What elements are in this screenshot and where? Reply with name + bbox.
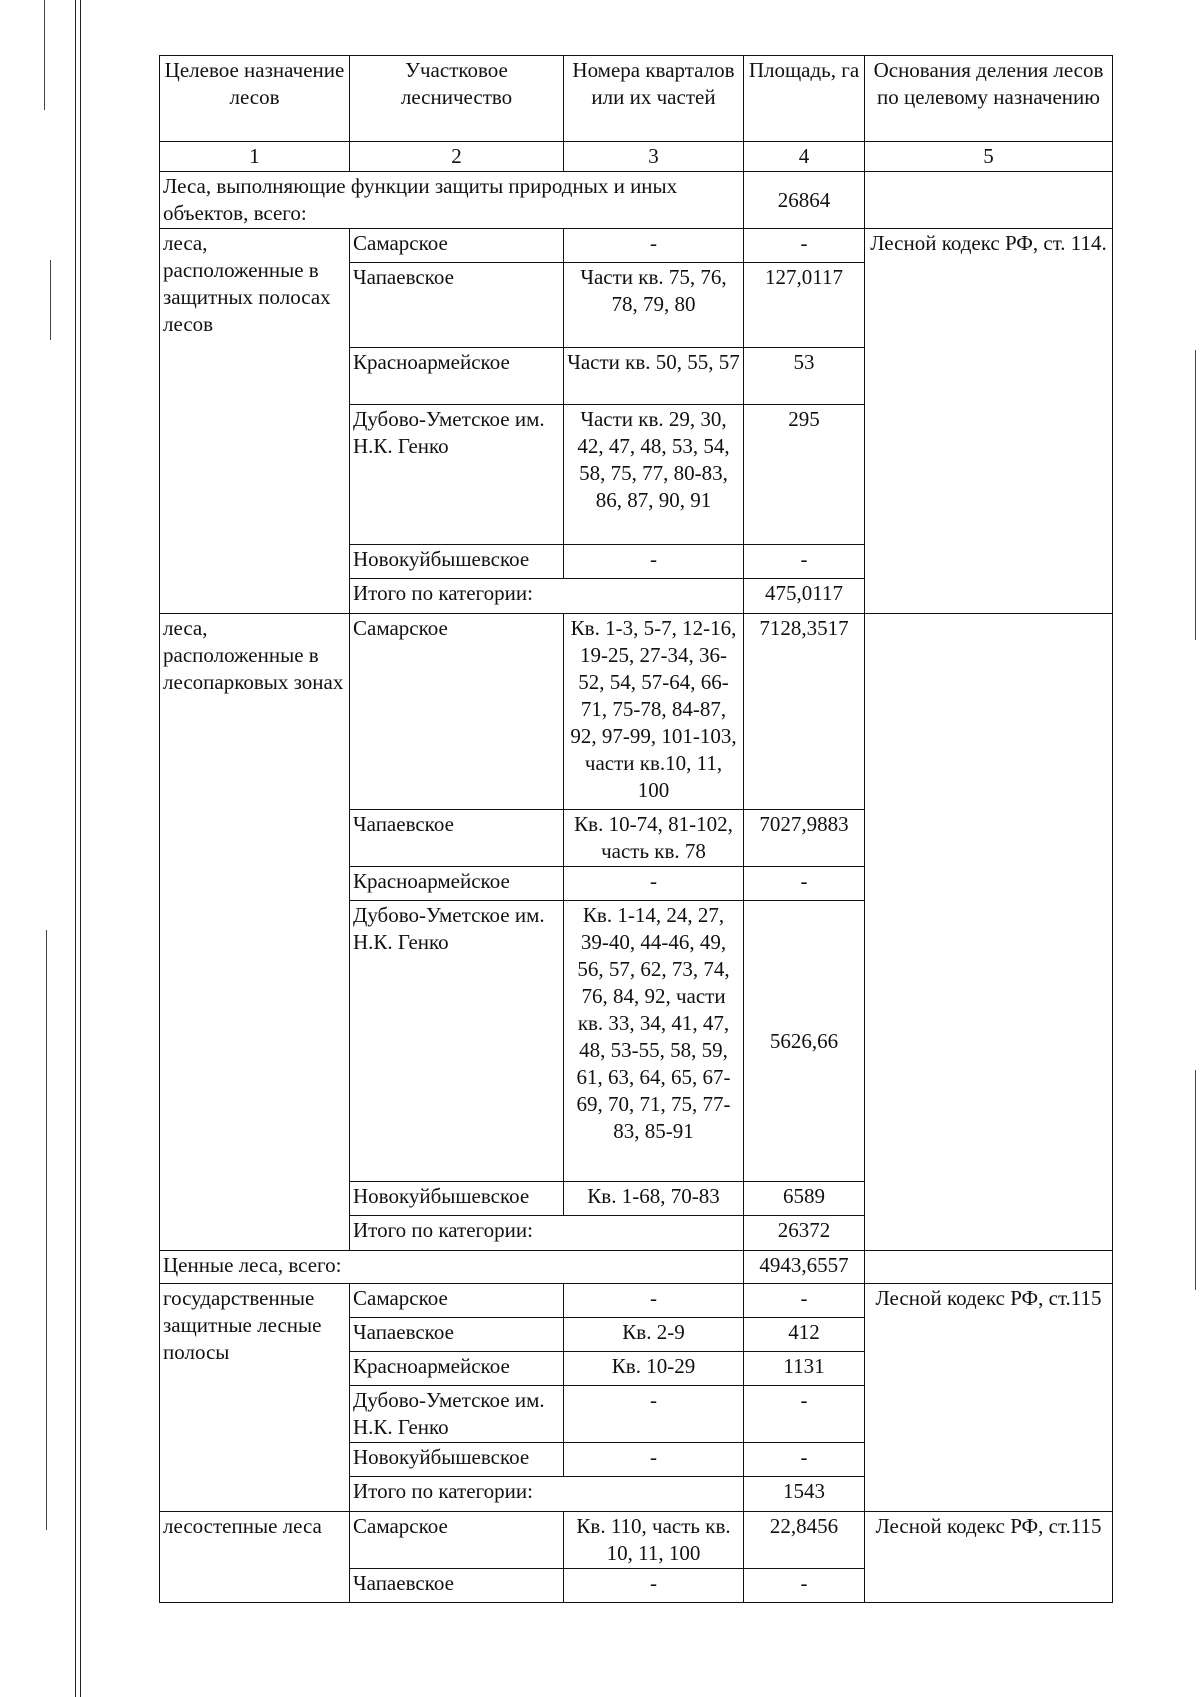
- empty-cell: [865, 1251, 1113, 1284]
- district-cell: Самарское: [350, 1284, 564, 1318]
- quarters-cell: Кв. 110, часть кв. 10, 11, 100: [564, 1512, 744, 1569]
- quarters-cell: -: [564, 1284, 744, 1318]
- quarters-cell: Части кв. 50, 55, 57: [564, 348, 744, 405]
- category-name: государственные защитные лесные полосы: [160, 1284, 350, 1512]
- section-total-row: [160, 172, 1113, 229]
- scan-mark: [46, 930, 47, 1530]
- empty-cell: [865, 614, 1113, 1251]
- category-name: леса, расположенные в лесопарковых зонах: [160, 614, 350, 1251]
- basis-cell: Лесной кодекс РФ, ст.115: [865, 1284, 1113, 1512]
- header-cell: Целевое назначение лесов: [160, 56, 350, 142]
- table-row: [160, 1284, 1113, 1318]
- area-cell: -: [744, 867, 865, 901]
- column-number: 4: [744, 142, 865, 172]
- header-cell: Участковое лесничество: [350, 56, 564, 142]
- subtotal-label: Итого по категории:: [350, 579, 744, 614]
- column-number: 1: [160, 142, 350, 172]
- area-cell: -: [744, 229, 865, 263]
- district-cell: Новокуйбышевское: [350, 1443, 564, 1477]
- category-name: леса, расположенные в защитных полосах лесов: [160, 229, 350, 614]
- quarters-cell: Кв. 10-29: [564, 1352, 744, 1386]
- quarters-cell: Кв. 10-74, 81-102, часть кв. 78: [564, 810, 744, 867]
- category-name: лесостепные леса: [160, 1512, 350, 1603]
- header-cell: Основания деления лесов по целевому назначению: [865, 56, 1113, 142]
- table-row: [160, 614, 1113, 810]
- district-cell: Новокуйбышевское: [350, 1182, 564, 1216]
- table-row: [160, 229, 1113, 263]
- forest-purpose-table: [159, 55, 1113, 1603]
- section-title: Леса, выполняющие функции защиты природных и иных объектов, всего:: [160, 172, 744, 229]
- column-number: 2: [350, 142, 564, 172]
- area-cell: -: [744, 1386, 865, 1443]
- area-cell: 7027,9883: [744, 810, 865, 867]
- area-cell: -: [744, 1443, 865, 1477]
- area-cell: -: [744, 1569, 865, 1603]
- district-cell: Дубово-Уметское им. Н.К. Генко: [350, 901, 564, 1182]
- scan-mark: [1195, 1070, 1196, 1290]
- empty-cell: [865, 172, 1113, 229]
- quarters-cell: Кв. 1-14, 24, 27, 39-40, 44-46, 49, 56, 57, 62, 73, 74, 76, 84, 92, части кв. 33, 34, 41, 47, 48, 53-55, 58, 59, 61, 63, 64, 65, 67-69, 70, 71, 75, 77-83, 85-91: [564, 901, 744, 1182]
- area-cell: 295: [744, 405, 865, 545]
- area-cell: 5626,66: [744, 901, 865, 1182]
- section-total-row: [160, 1251, 1113, 1284]
- district-cell: Красноармейское: [350, 867, 564, 901]
- scan-edge-line: [80, 0, 81, 1697]
- column-number-row: [160, 142, 1113, 172]
- area-cell: 412: [744, 1318, 865, 1352]
- table-header-row: [160, 56, 1113, 142]
- area-cell: 127,0117: [744, 263, 865, 348]
- district-cell: Новокуйбышевское: [350, 545, 564, 579]
- subtotal-label: Итого по категории:: [350, 1477, 744, 1512]
- area-cell: 1131: [744, 1352, 865, 1386]
- district-cell: Красноармейское: [350, 1352, 564, 1386]
- district-cell: Самарское: [350, 614, 564, 810]
- district-cell: Красноармейское: [350, 348, 564, 405]
- quarters-cell: Кв. 1-68, 70-83: [564, 1182, 744, 1216]
- area-cell: -: [744, 1284, 865, 1318]
- header-cell: Площадь, га: [744, 56, 865, 142]
- district-cell: Чапаевское: [350, 810, 564, 867]
- scan-mark: [50, 260, 51, 340]
- area-cell: 22,8456: [744, 1512, 865, 1569]
- quarters-cell: Кв. 1-3, 5-7, 12-16, 19-25, 27-34, 36-52, 54, 57-64, 66-71, 75-78, 84-87, 92, 97-99, 101-103, части кв.10, 11, 100: [564, 614, 744, 810]
- subtotal-label: Итого по категории:: [350, 1216, 744, 1251]
- scan-edge-line: [75, 0, 76, 1697]
- district-cell: Дубово-Уметское им. Н.К. Генко: [350, 405, 564, 545]
- area-cell: 6589: [744, 1182, 865, 1216]
- district-cell: Чапаевское: [350, 1569, 564, 1603]
- district-cell: Чапаевское: [350, 1318, 564, 1352]
- column-number: 3: [564, 142, 744, 172]
- quarters-cell: -: [564, 1443, 744, 1477]
- quarters-cell: Части кв. 29, 30, 42, 47, 48, 53, 54, 58, 75, 77, 80-83, 86, 87, 90, 91: [564, 405, 744, 545]
- scan-mark: [44, 0, 45, 110]
- district-cell: Самарское: [350, 1512, 564, 1569]
- district-cell: Дубово-Уметское им. Н.К. Генко: [350, 1386, 564, 1443]
- area-cell: 53: [744, 348, 865, 405]
- quarters-cell: Части кв. 75, 76, 78, 79, 80: [564, 263, 744, 348]
- quarters-cell: -: [564, 229, 744, 263]
- district-cell: Самарское: [350, 229, 564, 263]
- subtotal-area: 26372: [744, 1216, 865, 1251]
- quarters-cell: Кв. 2-9: [564, 1318, 744, 1352]
- header-cell: Номера кварталов или их частей: [564, 56, 744, 142]
- basis-cell: Лесной кодекс РФ, ст. 114.: [865, 229, 1113, 614]
- district-cell: Чапаевское: [350, 263, 564, 348]
- section-total-area: 26864: [744, 172, 865, 229]
- section-total-area: 4943,6557: [744, 1251, 865, 1284]
- basis-cell: Лесной кодекс РФ, ст.115: [865, 1512, 1113, 1603]
- table-row: [160, 1512, 1113, 1569]
- subtotal-area: 1543: [744, 1477, 865, 1512]
- subtotal-area: 475,0117: [744, 579, 865, 614]
- area-cell: -: [744, 545, 865, 579]
- column-number: 5: [865, 142, 1113, 172]
- quarters-cell: -: [564, 545, 744, 579]
- area-cell: 7128,3517: [744, 614, 865, 810]
- quarters-cell: -: [564, 1386, 744, 1443]
- section-title: Ценные леса, всего:: [160, 1251, 744, 1284]
- quarters-cell: -: [564, 1569, 744, 1603]
- quarters-cell: -: [564, 867, 744, 901]
- scan-mark: [1195, 350, 1196, 640]
